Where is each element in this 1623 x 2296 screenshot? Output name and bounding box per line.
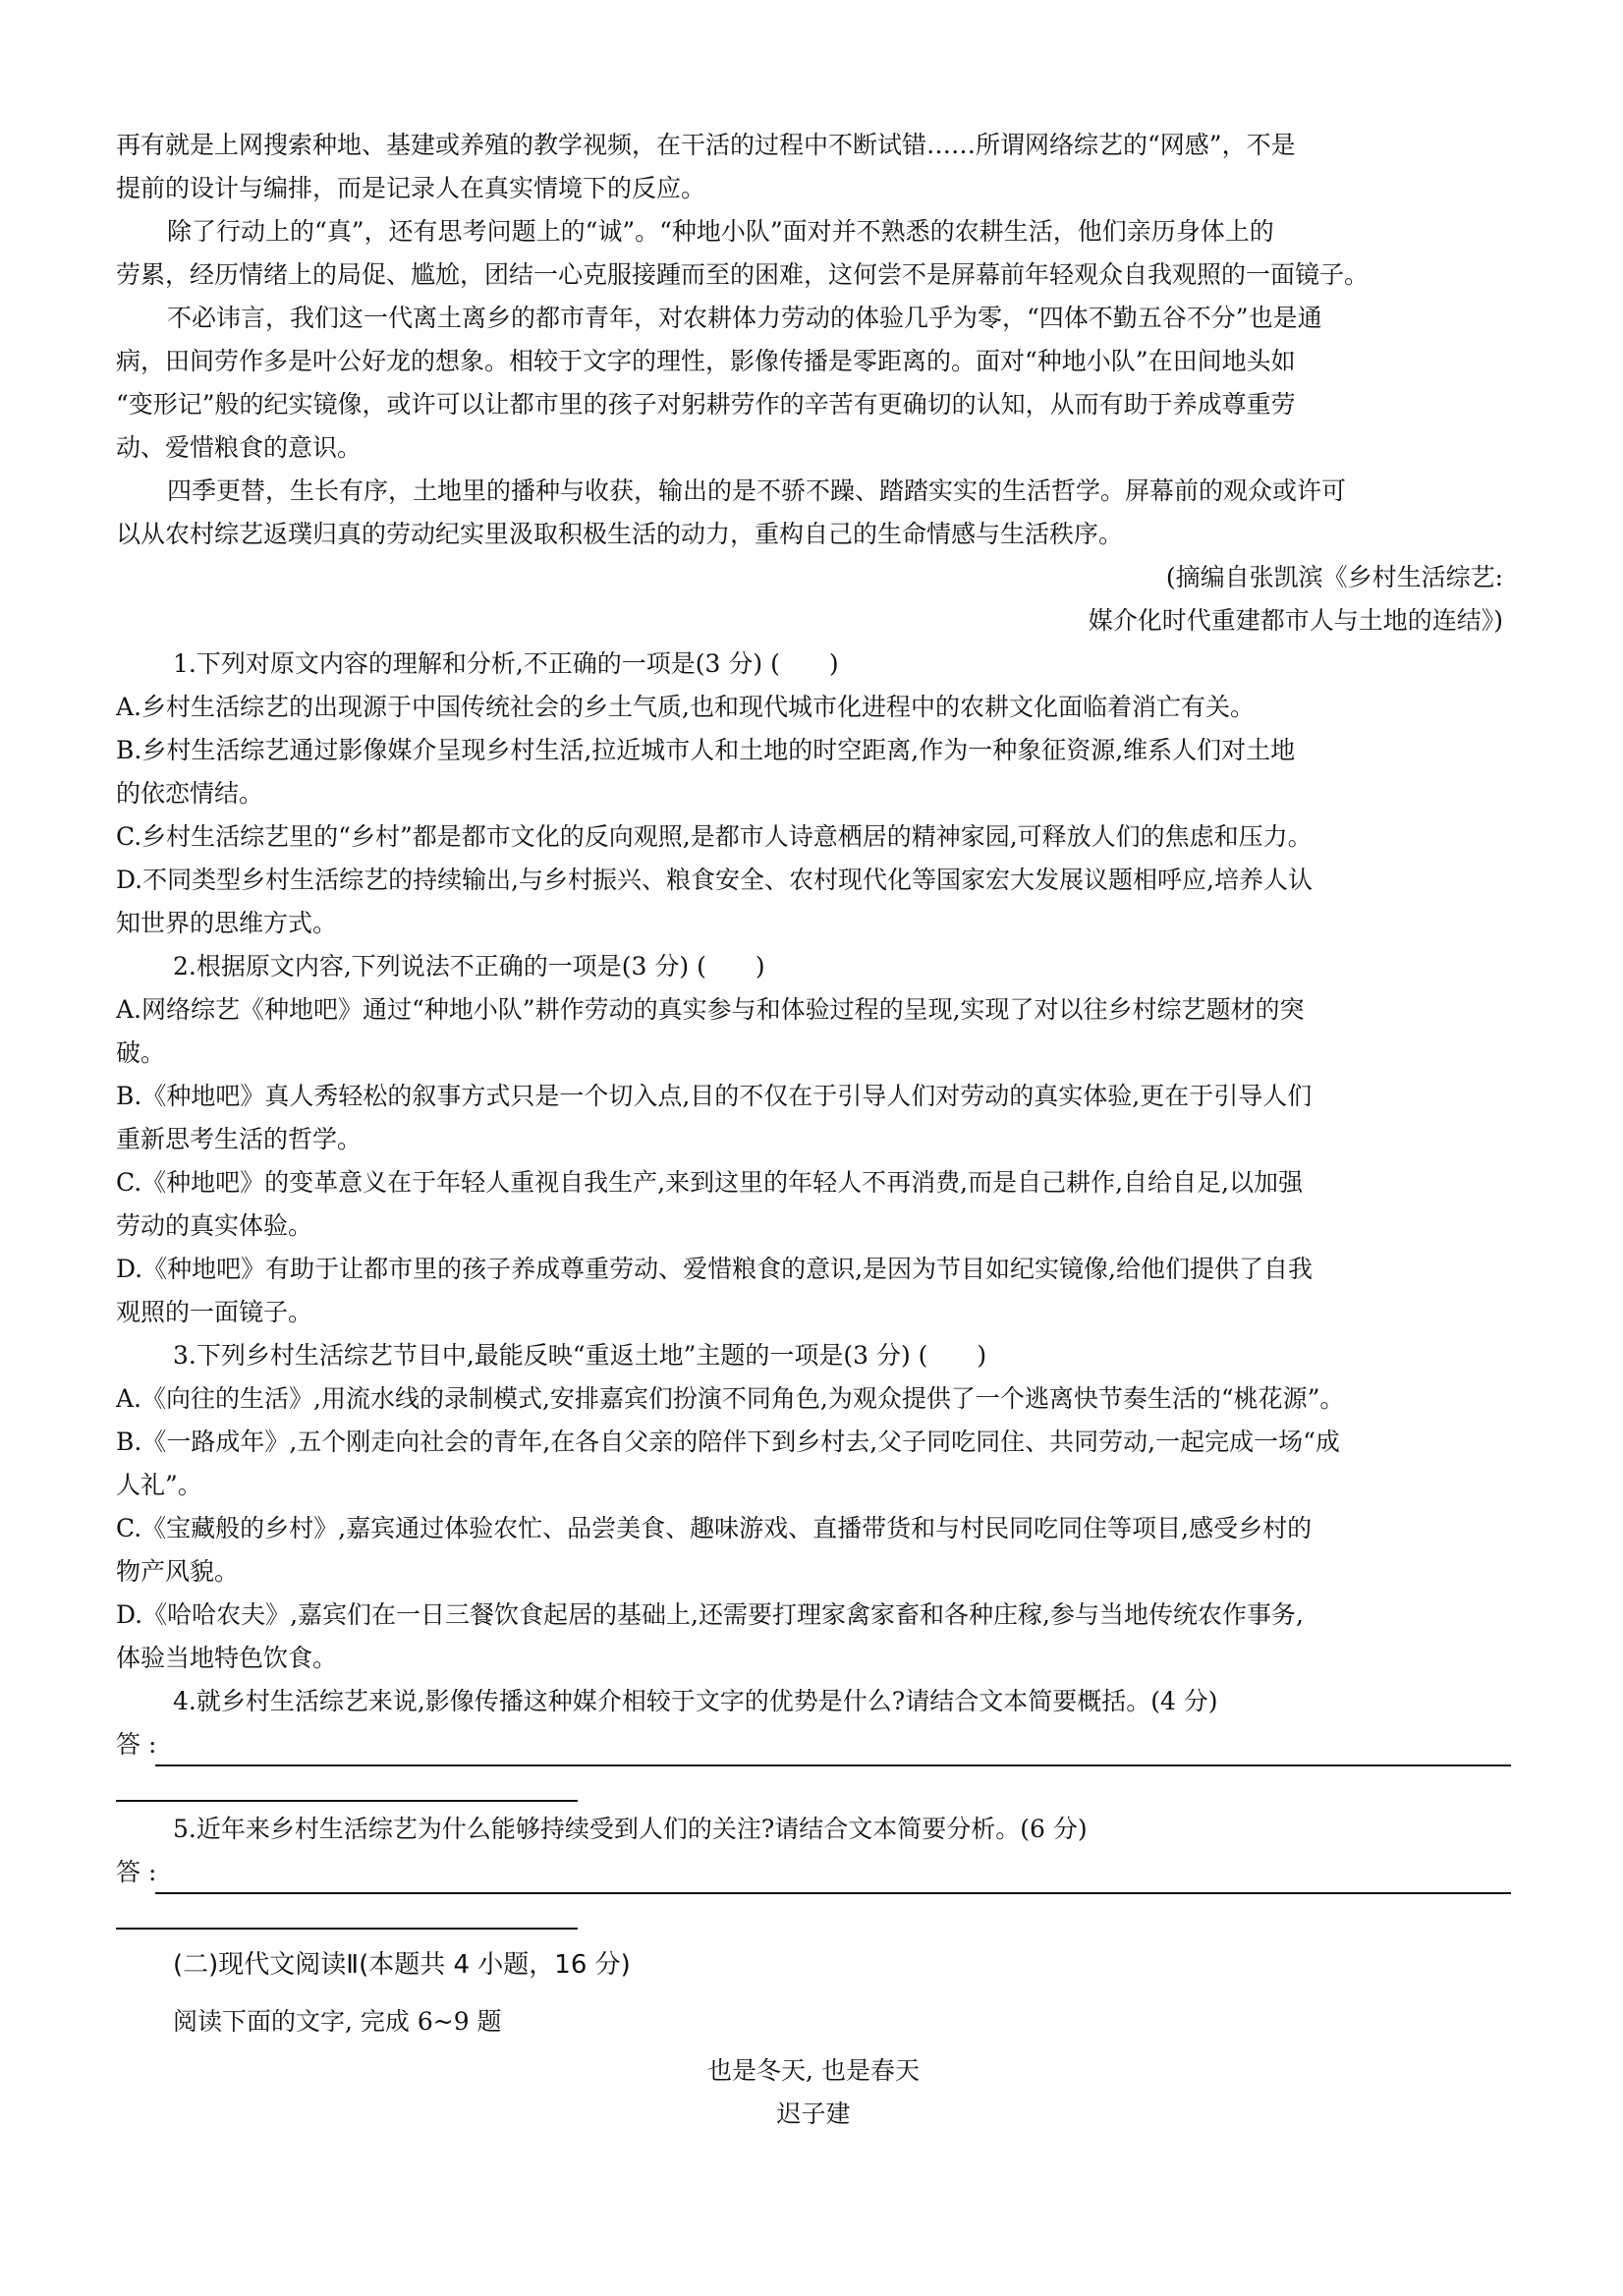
- answer-area-q5: [116, 1851, 1511, 1894]
- question-5-stem: 5.近年来乡村生活综艺为什么能够持续受到人们的关注?请结合文本简要分析。(6 分): [173, 1815, 1088, 1843]
- option-c: C.乡村生活综艺里的“乡村”都是都市文化的反向观照,是都市人诗意栖居的精神家园,可释放人们的焦虑和压力。: [116, 822, 1313, 851]
- question-4-stem: 4.就乡村生活综艺来说,影像传播这种媒介相较于文字的优势是什么?请结合文本简要概括。(4 分): [173, 1687, 1218, 1715]
- option-b: B.乡村生活综艺通过影像媒介呈现乡村生活,拉近城市人和土地的时空距离,作为一种象征资源,维系人们对土地: [116, 736, 1296, 764]
- passage-line: 不必讳言，我们这一代离土离乡的都市青年，对农耕体力劳动的体验几乎为零，“四体不勤五谷不分”也是通: [167, 304, 1322, 332]
- option-a: A.网络综艺《种地吧》通过“种地小队”耕作劳动的真实参与和体验过程的呈现,实现了对以往乡村综艺题材的突: [116, 995, 1305, 1024]
- option-c: C.《宝藏般的乡村》,嘉宾通过体验农忙、品尝美食、趣味游戏、直播带货和与村民同吃同住等项目,感受乡村的: [116, 1514, 1313, 1542]
- answer-line-short[interactable]: [116, 1766, 578, 1802]
- option-d: 观照的一面镜子。: [116, 1298, 313, 1326]
- source-citation: 媒介化时代重建都市人与土地的连结》): [1088, 606, 1503, 635]
- passage-block: [116, 124, 1511, 2136]
- passage-line: 动、爱惜粮食的意识。: [116, 433, 363, 462]
- option-c: 劳动的真实体验。: [116, 1211, 313, 1240]
- option-d: D.《种地吧》有助于让都市里的孩子养成尊重劳动、爱惜粮食的意识,是因为节目如纪实镜像,给他们提供了自我: [116, 1255, 1313, 1283]
- question-3-stem: 3.下列乡村生活综艺节目中,最能反映“重返土地”主题的一项是(3 分) ( ): [173, 1341, 987, 1370]
- option-d: 知世界的思维方式。: [116, 909, 338, 937]
- section-instruction: 阅读下面的文字, 完成 6~9 题: [173, 2007, 502, 2036]
- option-b: 重新思考生活的哲学。: [116, 1125, 363, 1153]
- answer-area-q4: [116, 1723, 1511, 1766]
- option-c: C.《种地吧》的变革意义在于年轻人重视自我生产,来到这里的年轻人不再消费,而是自己耕作,自给自足,以加强: [116, 1168, 1303, 1197]
- article-author: 迟子建: [776, 2100, 851, 2128]
- option-c: 物产风貌。: [116, 1557, 240, 1586]
- option-b: B.《种地吧》真人秀轻松的叙事方式只是一个切入点,目的不仅在于引导人们对劳动的真实体验,更在于引导人们: [116, 1082, 1313, 1110]
- option-b: B.《一路成年》,五个刚走向社会的青年,在各自父亲的陪伴下到乡村去,父子同吃同住、共同劳动,一起完成一场“成: [116, 1428, 1340, 1456]
- source-citation: (摘编自张凯滨《乡村生活综艺:: [1165, 563, 1503, 591]
- option-b: 人礼”。: [116, 1471, 202, 1499]
- answer-line[interactable]: [155, 1859, 1511, 1894]
- answer-line-short[interactable]: [116, 1894, 578, 1930]
- passage-line: 四季更替，生长有序，土地里的播种与收获，输出的是不骄不躁、踏踏实实的生活哲学。屏幕前的观众或许可: [167, 476, 1347, 505]
- answer-label: 答 :: [116, 1858, 157, 1886]
- answer-label: 答 :: [116, 1730, 157, 1759]
- question-1-stem: 1.下列对原文内容的理解和分析,不正确的一项是(3 分) ( ): [173, 649, 839, 678]
- answer-line[interactable]: [155, 1731, 1511, 1766]
- option-b: 的依恋情结。: [116, 779, 264, 808]
- option-a: A.《向往的生活》,用流水线的录制模式,安排嘉宾们扮演不同角色,为观众提供了一个逃离快节奏生活的“桃花源”。: [116, 1384, 1345, 1413]
- passage-line: 提前的设计与编排，而是记录人在真实情境下的反应。: [116, 174, 706, 202]
- option-a: A.乡村生活综艺的出现源于中国传统社会的乡土气质,也和现代城市化进程中的农耕文化面临着消亡有关。: [116, 693, 1255, 721]
- option-d: 体验当地特色饮食。: [116, 1644, 338, 1672]
- section-heading: (二)现代文阅读Ⅱ(本题共 4 小题，16 分): [173, 1950, 631, 1980]
- question-2-stem: 2.根据原文内容,下列说法不正确的一项是(3 分) ( ): [173, 952, 765, 980]
- passage-line: 劳累，经历情绪上的局促、尴尬，团结一心克服接踵而至的困难，这何尝不是屏幕前年轻观众自我观照的一面镜子。: [116, 260, 1370, 289]
- article-title: 也是冬天, 也是春天: [707, 2056, 920, 2085]
- option-d: D.《哈哈农夫》,嘉宾们在一日三餐饮食起居的基础上,还需要打理家禽家畜和各种庄稼,参与当地传统农作事务,: [116, 1600, 1304, 1629]
- passage-line: 再有就是上网搜索种地、基建或养殖的教学视频，在干活的过程中不断试错……所谓网络综艺的“网感”，不是: [116, 131, 1296, 159]
- option-d: D.不同类型乡村生活综艺的持续输出,与乡村振兴、粮食安全、农村现代化等国家宏大发展议题相呼应,培养人认: [116, 866, 1313, 894]
- passage-line: “变形记”般的纪实镜像，或许可以让都市里的孩子对躬耕劳作的辛苦有更确切的认知，从而有助于养成尊重劳: [116, 390, 1296, 419]
- passage-line: 除了行动上的“真”，还有思考问题上的“诚”。“种地小队”面对并不熟悉的农耕生活，他们亲历身体上的: [167, 217, 1274, 246]
- passage-line: 病，田间劳作多是叶公好龙的想象。相较于文字的理性，影像传播是零距离的。面对“种地小队”在田间地头如: [116, 347, 1296, 375]
- passage-line: 以从农村综艺返璞归真的劳动纪实里汲取积极生活的动力，重构自己的生命情感与生活秩序。: [116, 520, 1124, 548]
- option-a: 破。: [116, 1038, 166, 1067]
